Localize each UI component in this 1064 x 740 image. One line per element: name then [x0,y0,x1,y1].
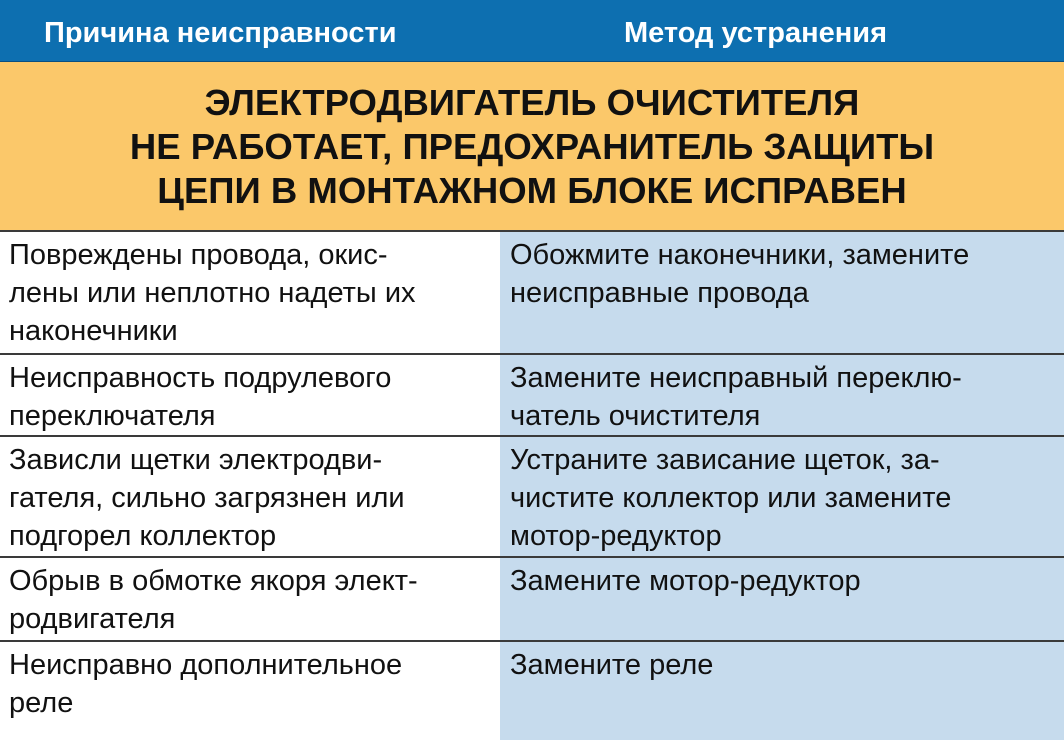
section-title-line: НЕ РАБОТАЕТ, ПРЕДОХРАНИТЕЛЬ ЗАЩИТЫ [129,126,935,167]
fix-cell [500,642,1064,740]
table-row [0,232,1064,355]
fix-text: неисправные провода [510,277,809,309]
table-header [0,0,1064,62]
fix-text: Обожмите наконечники, замените [510,239,970,271]
cause-text: Повреждены провода, окис- [9,239,388,271]
table-row [0,642,1064,740]
header-cause: Причина неисправности [44,17,397,49]
fix-cell [500,437,1064,556]
cause-text: лены или неплотно надеты их [9,277,416,309]
fix-text: Замените мотор-редуктор [510,565,861,597]
cause-cell [0,355,500,435]
table-row [0,355,1064,437]
fix-text: мотор-редуктор [510,520,722,552]
cause-cell [0,642,500,740]
cause-text: Неисправность подрулевого [9,362,392,394]
table-row [0,437,1064,558]
cause-text: Зависли щетки электродви- [9,444,383,476]
section-title-line: ЦЕПИ В МОНТАЖНОМ БЛОКЕ ИСПРАВЕН [157,170,907,211]
fix-cell [500,558,1064,640]
cause-text: наконечники [9,315,178,347]
cause-cell [0,232,500,353]
fix-text: Устраните зависание щеток, за- [510,444,940,476]
fix-cell [500,232,1064,353]
cause-text: Обрыв в обмотке якоря элект- [9,565,418,597]
fix-text: Замените неисправный переклю- [510,362,962,394]
cause-text: Неисправно дополнительное [9,649,403,681]
section-title-line: ЭЛЕКТРОДВИГАТЕЛЬ ОЧИСТИТЕЛЯ [204,82,860,123]
table-row [0,558,1064,642]
fix-text: чатель очистителя [510,400,761,432]
cause-cell [0,437,500,556]
cause-text: реле [9,687,74,719]
header-fix: Метод устранения [624,17,888,49]
section-title [0,62,1064,232]
fix-text: Замените реле [510,649,714,681]
cause-text: переключателя [9,400,216,432]
cause-text: подгорел коллектор [9,520,277,552]
cause-text: гателя, сильно загрязнен или [9,482,405,514]
fix-cell [500,355,1064,435]
cause-cell [0,558,500,640]
cause-text: родвигателя [9,603,176,635]
fix-text: чистите коллектор или замените [510,482,952,514]
